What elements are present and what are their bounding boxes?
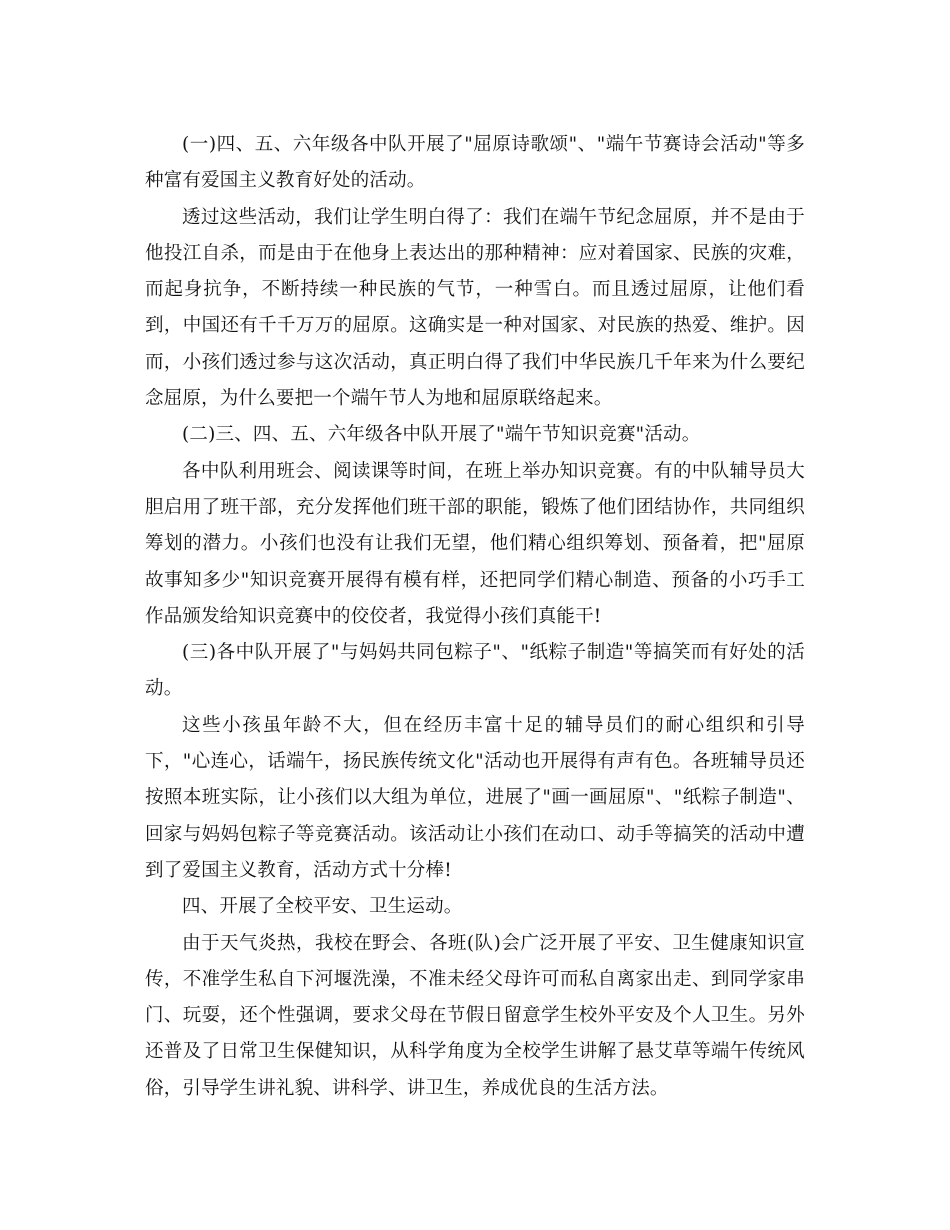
- document-body: [145, 127, 805, 1107]
- paragraph-activities-1-summary: 透过这些活动，我们让学生明白得了：我们在端午节纪念屈原，并不是由于他投江自杀，而是由于在他身上表达出的那种精神：应对着国家、民族的灾难，而起身抗争，不断持续一种民族的气节，一种雪白。而且透过屈原，让他们看到，中国还有千千万万的屈原。这确实是一种对国家、对民族的热爱、维护。因而，小孩们透过参与这次活动，真正明白得了我们中华民族几千年来为什么要纪念屈原，为什么要把一个端午节人为地和屈原联络起来。: [145, 206, 805, 410]
- paragraph-safety-detail: 由于天气炎热，我校在野会、各班(队)会广泛开展了平安、卫生健康知识宣传，不准学生私自下河堰洗澡，不准未经父母许可而私自离家出走、到同学家串门、玩耍，还个性强调，要求父母在节假日留意学生校外平安及个人卫生。另外还普及了日常卫生保健知识，从科学角度为全校学生讲解了悬艾草等端午传统风俗，引导学生讲礼貌、讲科学、讲卫生，养成优良的生活方法。: [145, 932, 805, 1099]
- paragraph-activities-2-detail: 各中队利用班会、阅读课等时间，在班上举办知识竞赛。有的中队辅导员大胆启用了班干部，充分发挥他们班干部的职能，锻炼了他们团结协作，共同组织筹划的潜力。小孩们也没有让我们无望，他们精心组织筹划、预备着，把"屈原故事知多少"知识竞赛开展得有模有样，还把同学们精心制造、预备的小巧手工作品颁发给知识竞赛中的佼佼者，我觉得小孩们真能干!: [145, 460, 805, 627]
- paragraph-activities-3: (三)各中队开展了"与妈妈共同包粽子"、"纸粽子制造"等搞笑而有好处的活动。: [145, 642, 805, 700]
- section-heading-safety: 四、开展了全校平安、卫生运动。: [182, 896, 463, 918]
- paragraph-activities-3-detail: 这些小孩虽年龄不大，但在经历丰富十足的辅导员们的耐心组织和引导下，"心连心，话端午，扬民族传统文化"活动也开展得有声有色。各班辅导员还按照本班实际，让小孩们以大组为单位，进展了"画一画屈原"、"纸粽子制造"、回家与妈妈包粽子等竞赛活动。该活动让小孩们在动口、动手等搞笑的活动中遭到了爱国主义教育，活动方式十分棒!: [145, 714, 805, 881]
- paragraph-activities-1: (一)四、五、六年级各中队开展了"屈原诗歌颂"、"端午节赛诗会活动"等多种富有爱国主义教育好处的活动。: [145, 134, 805, 192]
- paragraph-activities-2: (二)三、四、五、六年级各中队开展了"端午节知识竞赛"活动。: [182, 424, 701, 446]
